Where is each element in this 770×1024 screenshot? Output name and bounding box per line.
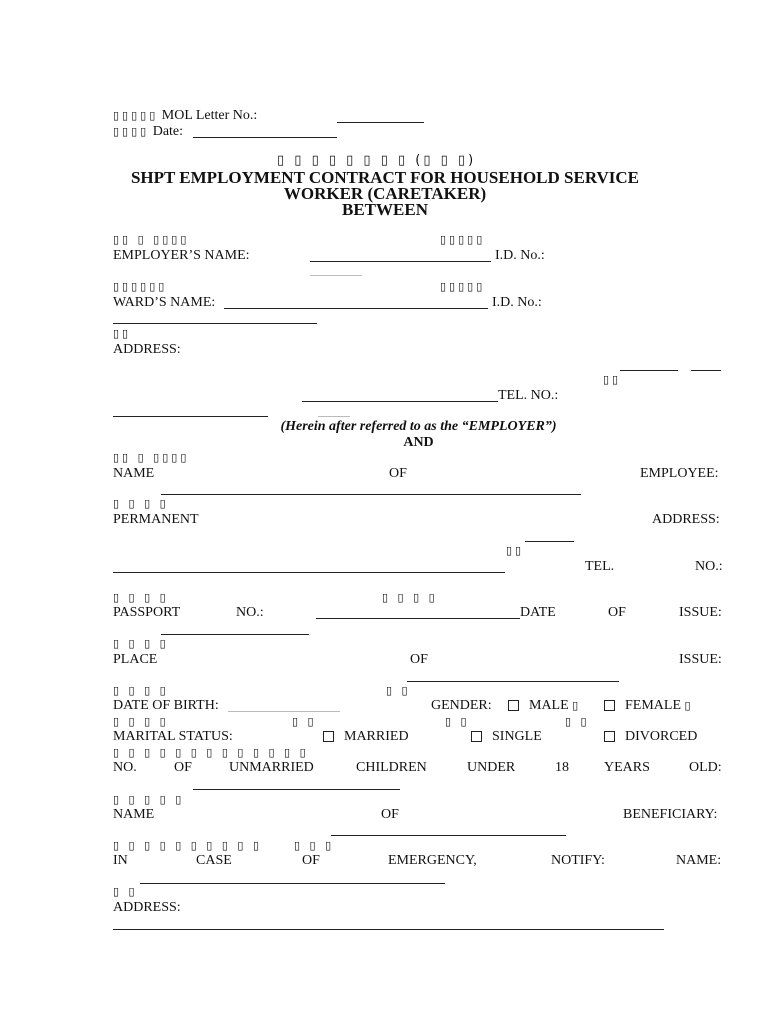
- children-label: UNDER: [467, 760, 516, 775]
- emergency-label: CASE: [196, 853, 232, 868]
- employee-name-label: NAME: [113, 466, 155, 481]
- arabic-placeholder: ▯ ▯ ▯ ▯ ▯: [113, 793, 185, 806]
- date-label: Date:: [152, 124, 184, 139]
- arabic-placeholder: ▯▯▯▯▯: [440, 280, 486, 293]
- place-of-issue-label: PLACE: [113, 652, 158, 667]
- single-checkbox[interactable]: [471, 731, 482, 742]
- female-checkbox[interactable]: [604, 700, 615, 711]
- date-of-birth-label: DATE OF BIRTH:: [113, 698, 219, 713]
- gender-male-option[interactable]: [508, 698, 581, 714]
- divorced-label: DIVORCED: [625, 729, 698, 744]
- arabic-placeholder: ▯: [684, 699, 694, 712]
- tel-field[interactable]: [113, 416, 268, 417]
- address-label: ADDRESS:: [113, 342, 181, 357]
- and-separator: AND: [403, 435, 434, 450]
- beneficiary-label: BENEFICIARY:: [623, 807, 718, 822]
- date-field[interactable]: [193, 137, 337, 138]
- employee-tel-label: TEL.: [585, 559, 615, 574]
- arabic-placeholder: ▯▯▯▯: [113, 125, 150, 138]
- children-label: NO.: [113, 760, 137, 775]
- divorced-option[interactable]: [604, 729, 697, 745]
- employee-name-label: OF: [389, 466, 407, 481]
- permanent-address-field[interactable]: [113, 572, 505, 573]
- arabic-placeholder: ▯ ▯: [445, 715, 470, 728]
- arabic-placeholder: ▯▯▯▯▯: [440, 233, 486, 246]
- divorced-checkbox[interactable]: [604, 731, 615, 742]
- place-of-issue-label: ISSUE:: [679, 652, 722, 667]
- mol-letter-label: MOL Letter No.:: [161, 108, 258, 123]
- emergency-address-field[interactable]: [113, 929, 664, 930]
- emergency-label: OF: [302, 853, 320, 868]
- passport-number-field[interactable]: [316, 618, 520, 619]
- date-of-issue-label: DATE: [520, 605, 556, 620]
- arabic-placeholder: ▯ ▯: [113, 885, 138, 898]
- children-label: OLD:: [689, 760, 722, 775]
- arabic-placeholder: ▯▯▯▯▯▯: [113, 280, 168, 293]
- ward-name-field[interactable]: [224, 308, 488, 309]
- emergency-label: NAME:: [676, 853, 722, 868]
- married-label: MARRIED: [344, 729, 409, 744]
- arabic-placeholder: ▯▯ ▯ ▯▯▯▯: [113, 233, 190, 246]
- emergency-address-label: ADDRESS:: [113, 900, 181, 915]
- employee-name-label: EMPLOYEE:: [640, 466, 719, 481]
- emergency-name-field[interactable]: [140, 883, 445, 884]
- arabic-placeholder: ▯▯▯▯▯: [113, 109, 159, 122]
- married-checkbox[interactable]: [323, 731, 334, 742]
- male-label: MALE: [529, 698, 569, 713]
- arabic-placeholder: ▯ ▯: [386, 684, 411, 697]
- ward-id-field[interactable]: [113, 323, 317, 324]
- arabic-placeholder: ▯ ▯ ▯ ▯: [382, 591, 438, 604]
- date-of-birth-field[interactable]: [228, 711, 340, 712]
- contract-title-line3: BETWEEN: [342, 200, 428, 219]
- single-label: SINGLE: [492, 729, 542, 744]
- children-count-field[interactable]: [193, 789, 400, 790]
- employee-tel-label: NO.:: [695, 559, 723, 574]
- gender-label: GENDER:: [431, 698, 492, 713]
- single-option[interactable]: [471, 729, 542, 745]
- emergency-label: EMERGENCY,: [388, 853, 477, 868]
- arabic-placeholder: ▯ ▯: [292, 715, 317, 728]
- contract-title-line2: WORKER (CARETAKER): [283, 184, 487, 203]
- permanent-address-label: ADDRESS:: [652, 512, 720, 527]
- ward-id-label: I.D. No.:: [492, 295, 542, 310]
- contract-title-line1: SHPT EMPLOYMENT CONTRACT FOR HOUSEHOLD SERVICE: [130, 168, 640, 187]
- female-label: FEMALE: [625, 698, 681, 713]
- marital-status-label: MARITAL STATUS:: [113, 729, 233, 744]
- children-label: OF: [174, 760, 192, 775]
- employer-id-field[interactable]: [310, 275, 362, 276]
- children-label: CHILDREN: [356, 760, 427, 775]
- arabic-placeholder: ▯ ▯: [565, 715, 590, 728]
- children-label: UNMARRIED: [229, 760, 314, 775]
- emergency-label: NOTIFY:: [551, 853, 605, 868]
- permanent-address-label: PERMANENT: [113, 512, 199, 527]
- passport-label: PASSPORT: [113, 605, 181, 620]
- arabic-placeholder: ▯ ▯ ▯: [294, 839, 335, 852]
- arabic-placeholder: ▯▯ ▯ ▯▯▯▯: [113, 451, 190, 464]
- employer-reference: (Herein after referred to as the “EMPLOYER”): [280, 419, 557, 434]
- permanent-address-field[interactable]: [525, 541, 574, 542]
- tel-field-extra[interactable]: [318, 416, 350, 417]
- married-option[interactable]: [323, 729, 409, 745]
- date-of-issue-label: OF: [608, 605, 626, 620]
- place-of-issue-label: OF: [410, 652, 428, 667]
- mol-letter-field[interactable]: [337, 122, 424, 123]
- arabic-placeholder: ▯▯: [113, 327, 132, 340]
- title-arabic-placeholder: ▯ ▯ ▯ ▯ ▯ ▯ ▯ ▯ (▯ ▯ ▯): [277, 153, 477, 168]
- address-field-line[interactable]: [691, 370, 721, 371]
- arabic-placeholder: ▯ ▯ ▯ ▯: [113, 684, 169, 697]
- beneficiary-label: NAME: [113, 807, 155, 822]
- arabic-placeholder: ▯ ▯ ▯ ▯: [113, 637, 169, 650]
- tel-label: TEL. NO.:: [498, 388, 559, 403]
- place-of-issue-field[interactable]: [407, 681, 619, 682]
- beneficiary-field[interactable]: [331, 835, 566, 836]
- date-of-issue-label: ISSUE:: [679, 605, 722, 620]
- male-checkbox[interactable]: [508, 700, 519, 711]
- passport-label: NO.:: [236, 605, 264, 620]
- date-row: [113, 124, 183, 140]
- arabic-placeholder: ▯ ▯ ▯ ▯: [113, 497, 169, 510]
- arabic-placeholder: ▯: [572, 699, 582, 712]
- children-label: 18: [555, 760, 569, 775]
- employer-id-label: I.D. No.:: [495, 248, 545, 263]
- emergency-label: IN: [113, 853, 128, 868]
- arabic-placeholder: ▯ ▯ ▯ ▯: [113, 591, 169, 604]
- gender-female-option[interactable]: [604, 698, 694, 714]
- arabic-placeholder: ▯▯: [506, 544, 525, 557]
- ward-name-label: WARD’S NAME:: [113, 295, 216, 310]
- employee-name-field[interactable]: [161, 494, 581, 495]
- address-field-line[interactable]: [620, 370, 678, 371]
- employer-name-field[interactable]: [310, 261, 491, 262]
- children-label: YEARS: [604, 760, 650, 775]
- arabic-placeholder: ▯ ▯ ▯ ▯ ▯ ▯ ▯ ▯ ▯ ▯ ▯ ▯ ▯: [113, 746, 309, 759]
- employer-name-label: EMPLOYER’S NAME:: [113, 248, 250, 263]
- arabic-placeholder: ▯ ▯ ▯ ▯ ▯ ▯ ▯ ▯ ▯ ▯: [113, 839, 263, 852]
- arabic-placeholder: ▯ ▯ ▯ ▯: [113, 715, 169, 728]
- arabic-placeholder: ▯▯: [603, 373, 622, 386]
- date-of-issue-field[interactable]: [161, 634, 309, 635]
- beneficiary-label: OF: [381, 807, 399, 822]
- mol-letter-row: [113, 108, 257, 124]
- address-field-line[interactable]: [302, 401, 498, 402]
